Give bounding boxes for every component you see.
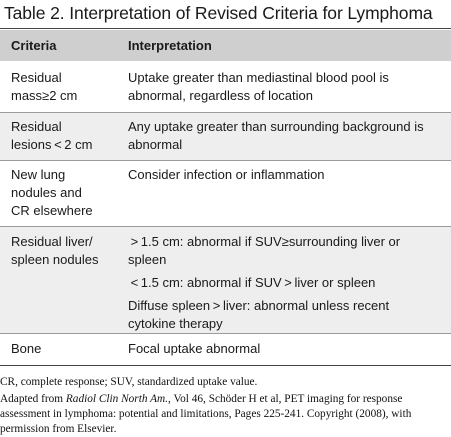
- table-row: [0, 113, 451, 161]
- table-row: [0, 227, 451, 334]
- table-header: [0, 30, 451, 61]
- table-caption: Interpretation of Revised Criteria for Lymphoma: [69, 3, 433, 23]
- criteria-line: spleen nodules: [11, 252, 99, 267]
- source-note: [0, 392, 451, 437]
- abbreviations-note: [0, 375, 451, 390]
- interpretation-cell: [128, 340, 443, 358]
- table-row: [0, 161, 451, 227]
- abbreviations-text: CR, complete response; SUV, standardized uptake value.: [0, 376, 258, 388]
- table-number: Table 2.: [4, 3, 65, 23]
- source-line: assessment in lymphoma: potential and limitations, Pages 225-241. Copyright (2008), with: [0, 408, 412, 420]
- interpretation-line: Consider infection or inflammation: [128, 167, 325, 182]
- source-line: permission from Elsevier.: [0, 423, 117, 435]
- criteria-cell: [11, 166, 111, 220]
- top-rule: [0, 28, 451, 29]
- interpretation-line: cytokine therapy: [128, 316, 223, 331]
- source-line: [0, 392, 451, 407]
- criteria-line: New lung: [11, 167, 66, 182]
- interpretation-line: Diffuse spleen > liver: abnormal unless recent: [128, 298, 390, 313]
- table-title: [4, 3, 433, 24]
- table-row: [0, 61, 451, 113]
- header-criteria: Criteria: [11, 38, 57, 53]
- interpretation-cell: [128, 69, 443, 105]
- criteria-line: lesions < 2 cm: [11, 137, 93, 152]
- interpretation-line: Uptake greater than mediastinal blood pool is: [128, 70, 389, 85]
- criteria-line: nodules and: [11, 185, 82, 200]
- source-prefix: Adapted from: [0, 393, 66, 405]
- table-row: [0, 334, 451, 365]
- interpretation-line: abnormal, regardless of location: [128, 88, 313, 103]
- criteria-line: Bone: [11, 341, 42, 356]
- interpretation-cell: [128, 233, 443, 333]
- interpretation-line: < 1.5 cm: abnormal if SUV > liver or spleen: [128, 275, 376, 290]
- source-details: , Vol 46, Schöder H et al, PET imaging for response: [168, 393, 403, 405]
- interpretation-cell: [128, 166, 443, 184]
- criteria-cell: [11, 233, 111, 269]
- criteria-line: Residual: [11, 70, 62, 85]
- bottom-rule: [0, 365, 451, 366]
- criteria-cell: [11, 340, 111, 358]
- criteria-line: Residual: [11, 119, 62, 134]
- interpretation-line: spleen: [128, 252, 167, 267]
- criteria-line: Residual liver/: [11, 234, 93, 249]
- header-interpretation: Interpretation: [128, 38, 212, 53]
- interpretation-cell: [128, 118, 443, 154]
- interpretation-line: Focal uptake abnormal: [128, 341, 261, 356]
- interpretation-line: Any uptake greater than surrounding background is: [128, 119, 424, 134]
- criteria-cell: [11, 118, 111, 154]
- criteria-cell: [11, 69, 111, 105]
- interpretation-line: abnormal: [128, 137, 183, 152]
- criteria-line: mass≥2 cm: [11, 88, 78, 103]
- interpretation-line: > 1.5 cm: abnormal if SUV≥surrounding liver or: [128, 234, 401, 249]
- source-journal: Radiol Clin North Am.: [65, 393, 168, 405]
- criteria-line: CR elsewhere: [11, 203, 93, 218]
